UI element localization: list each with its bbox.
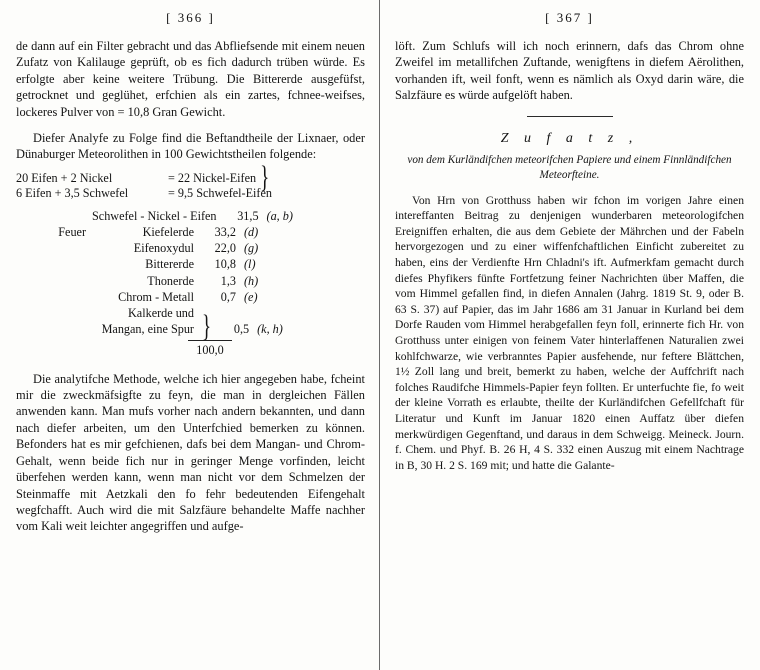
left-paragraph-3: Die analytifche Methode, welche ich hier angegeben habe, fcheint mir die zweckmäfsigfte zu feyn, die man in dergleichen Fällen anwenden kann. Man mufs vorher nach andern bekannten, und dann nach diefer arbeiten, um den Unterfchied bemerken zu können. Befonders hat es mir gefchienen, dafs bei dem Mangan- und Chrom-Gehalt, wenn beide fich nur in geringer Menge vorfinden, leicht überfehen werden kann, wenn man nicht vor dem Schmelzen der Steinmaffe mit Aetzkali den fo fehr bedeutenden Eifengehalt wegfchafft. Auch wird die mit Salzfäure behandelte Maffe nachher vom Kali weit leichter angegriffen und aufge- <box>16 371 365 534</box>
composition-table <box>16 208 365 359</box>
table-row <box>16 208 365 224</box>
section-rule <box>527 116 613 117</box>
table-row <box>16 240 365 256</box>
row-note: (l) <box>244 257 256 272</box>
formula-row-1-right: = 22 Nickel-Eifen <box>168 170 257 185</box>
row-name: Schwefel - Nickel - Eifen <box>92 208 217 223</box>
row-name: Kiefelerde <box>142 225 194 240</box>
row-name: Kalkerde und <box>128 306 194 321</box>
left-page-folio: [ 366 ] <box>166 10 215 25</box>
right-column <box>381 0 760 670</box>
row-note: (g) <box>244 241 259 256</box>
section-subtitle: von dem Kurländifchen meteorifchen Papiere und einem Finnländifchen Meteorfteine. <box>407 153 732 181</box>
right-paragraph-1: löft. Zum Schlufs will ich noch erinnern, dafs das Chrom ohne Zweifel im metallifchen Zuftande, wenigftens in diefem Aërolithen, vorhanden ift, weil fonft, wenn es nämlich als Oxyd darin wäre, die Salzfäure es würde aufgelöft haben. <box>395 39 744 103</box>
row-name: Thonerde <box>147 273 194 288</box>
row-value: 31,5 <box>237 208 259 223</box>
table-row <box>16 256 365 272</box>
right-paragraph-2: Von Hrn von Grotthuss haben wir fchon im vorigen Jahre einen intereffanten Beitrag zu denjenigen wunderbaren meteorologifchen Ereigniffen erhalten, die aus dem Gebiete der Mährchen und der Fabeln hervorgezogen und zu einer wiffenfchaftlichen Einficht zubereitet zu haben, eins der Verdienfte Hrn Chladni's ift. Aufmerkfam gemacht durch diefes Phyfikers fünfte Fortfetzung feiner Nachrichten über Maffen, die vom Himmel gefallen find, in diefen Annalen (Jahrg. 1819 St. 9, oder B. 63 S. 37) auf Papier, das im Jahr 1686 am 31 Januar in Kurland bei dem Dorfe Rauden vom Himmel herabgefallen feyn foll, erinnerte fich Hr. von Grotthuss unter einigen von feinem Vater hinterlaffenen Naturalien zwei kohlfchwarze, wie verbranntes Papier ausfehende, nur feftere Blättchen, 1½ Zoll lang und breit, bemerkt zu haben, welche der Auffchrift nach folches Raudifche Himmels-Papier feyn follten. Er unterfuchte fie, fo weit der kleine Vorrath es erlaubte, theilte der Kurländifchen Gefellfchaft für Literatur und Kunft im Januar 1820 einen Auffatz über diefen merkwürdigen Gegenftand, und daraus in dem Schweigg. Meineck. Journ. f. Chem. und Phyf. B. 26 H, 4 S. 332 einen Auszug mit einem Nachtrage in B, 30 H. 2 S. 169 mit; und hatte die Galante- <box>395 193 744 472</box>
row-note: (e) <box>244 289 258 304</box>
row-value: 10,8 <box>214 257 236 272</box>
left-paragraph-2: Diefer Analyfe zu Folge find die Beftandtheile der Lixnaer, oder Dünaburger Meteorolithen in 100 Gewichtstheilen folgende: <box>16 131 365 162</box>
section-title: Z u f a t z , <box>500 130 639 146</box>
formula-row-2 <box>16 186 365 201</box>
table-row <box>16 273 365 289</box>
column-divider <box>379 0 380 670</box>
formula-row-2-left: 6 Eifen + 3,5 Schwefel <box>16 185 129 200</box>
row-value: 0,5 <box>233 322 250 337</box>
brace-icon: } <box>202 310 212 345</box>
sum-spacer <box>16 340 188 358</box>
composition-formula <box>16 161 365 201</box>
row-name: Chrom - Metall <box>118 289 194 304</box>
row-lead: Feuer <box>58 225 86 240</box>
table-row <box>16 305 365 321</box>
row-value: 0,7 <box>220 289 236 304</box>
row-value: 22,0 <box>214 241 236 256</box>
row-name: Bittererde <box>145 257 194 272</box>
formula-row-2-right: = 9,5 Schwefel-Eifen <box>168 185 272 200</box>
formula-row-1-left: 20 Eifen + 2 Nickel <box>16 170 113 185</box>
table-row <box>16 289 365 305</box>
row-name: Mangan, eine Spur <box>101 322 194 337</box>
left-paragraph-1: de dann auf ein Filter gebracht und das Abfliefsende mit einem neuen Zufatz von Kalilauge geprüft, ob es fich dadurch trüben würde. Es erfolgte aber keine weitere Trübung. Die Bittererde ausgefüfst, getrocknet und geglühet, erfchien als ein zartes, fchnee-weifses, lockeres Pulver von = 10,8 Gran Gewicht. <box>16 39 365 119</box>
brace-icon: } <box>260 161 270 196</box>
right-page-folio: [ 367 ] <box>545 10 594 25</box>
row-note: (a, b) <box>266 208 293 223</box>
left-column <box>0 0 379 670</box>
row-note: (h) <box>244 273 259 288</box>
table-sum-row <box>16 340 365 358</box>
row-name: Eifenoxydul <box>133 241 194 256</box>
row-value: 33,2 <box>214 225 236 240</box>
row-value: 1,3 <box>220 273 236 288</box>
row-note: (k, h) <box>257 322 283 337</box>
row-note: (d) <box>244 225 259 240</box>
sum-value: 100,0 <box>188 340 232 358</box>
table-row <box>16 224 365 240</box>
